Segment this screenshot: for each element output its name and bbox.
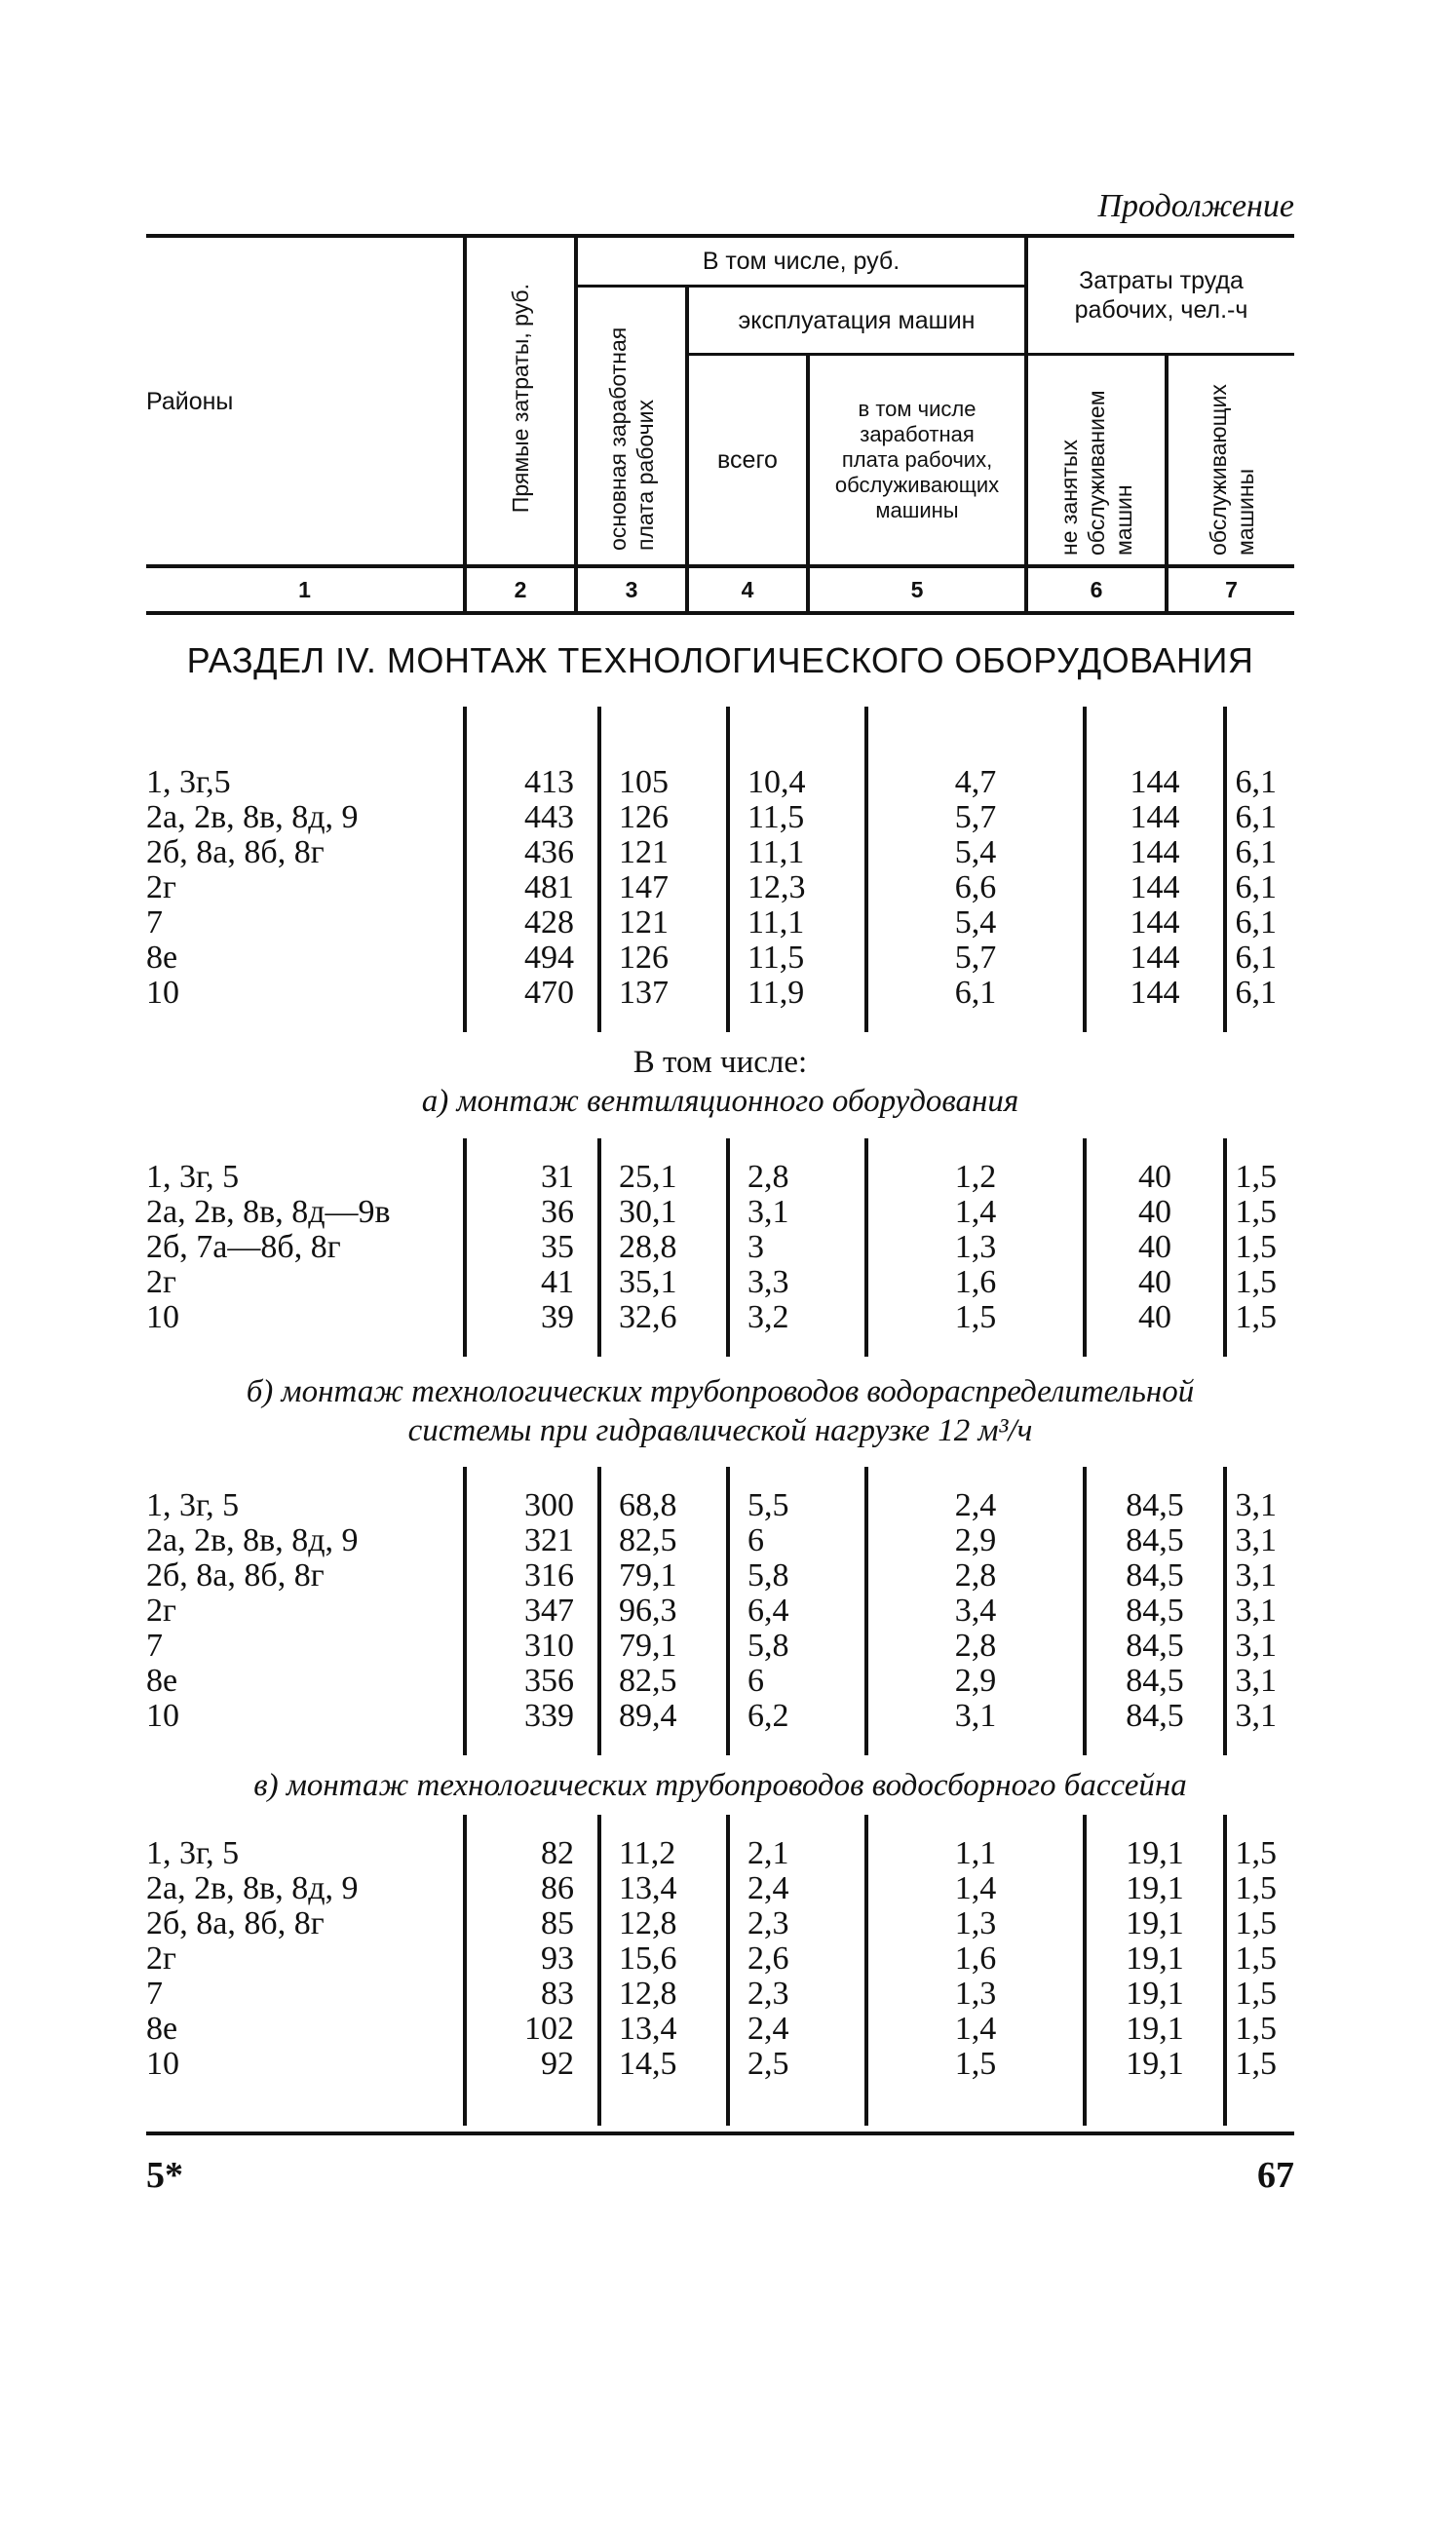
table-row (146, 2012, 1294, 2047)
cell-labor-not-machines: 19,1 (1085, 2047, 1225, 2082)
cell-machines-total: 2,3 (728, 1906, 866, 1941)
cell-direct-costs: 85 (465, 1906, 599, 1941)
cell-wages: 25,1 (599, 1160, 728, 1195)
table-row (146, 1265, 1294, 1300)
cell-labor-machines: 1,5 (1225, 1230, 1294, 1265)
cell-wages: 147 (599, 870, 728, 905)
cell-labor-not-machines: 19,1 (1085, 1941, 1225, 1977)
cell-labor-not-machines: 19,1 (1085, 2012, 1225, 2047)
cell-labor-not-machines: 40 (1085, 1300, 1225, 1335)
cell-machine-wages: 2,9 (866, 1664, 1085, 1699)
table-header (146, 234, 1294, 615)
cell-labor-not-machines: 40 (1085, 1230, 1225, 1265)
cell-labor-machines: 3,1 (1225, 1488, 1294, 1523)
cell-labor-machines: 1,5 (1225, 1300, 1294, 1335)
table-row (146, 1699, 1294, 1734)
table-row (146, 1488, 1294, 1523)
cell-region: 8е (146, 940, 178, 976)
cell-machines-total: 6 (728, 1523, 866, 1558)
header-col-labor-not-machines: не занятых обслуживанием машин (1026, 355, 1167, 567)
cell-labor-machines: 1,5 (1225, 1836, 1294, 1871)
cell-labor-not-machines: 84,5 (1085, 1699, 1225, 1734)
cell-machine-wages: 2,8 (866, 1629, 1085, 1664)
cell-machines-total: 11,9 (728, 976, 866, 1011)
cell-direct-costs: 339 (465, 1699, 599, 1734)
cell-region: 2а, 2в, 8в, 8д, 9 (146, 799, 359, 835)
cell-machine-wages: 1,5 (866, 2047, 1085, 2082)
cell-machines-total: 11,1 (728, 905, 866, 941)
cell-machine-wages: 1,6 (866, 1265, 1085, 1300)
cell-machines-total: 2,8 (728, 1160, 866, 1195)
table-row (146, 1300, 1294, 1335)
cell-machine-wages: 1,3 (866, 1230, 1085, 1265)
cell-direct-costs: 356 (465, 1664, 599, 1699)
cell-wages: 79,1 (599, 1558, 728, 1594)
cell-wages: 105 (599, 765, 728, 800)
cell-labor-not-machines: 40 (1085, 1160, 1225, 1195)
cell-machines-total: 5,8 (728, 1558, 866, 1594)
cell-machines-total: 10,4 (728, 765, 866, 800)
cell-machines-total: 3,2 (728, 1300, 866, 1335)
cell-labor-not-machines: 84,5 (1085, 1664, 1225, 1699)
continuation-label: Продолжение (1097, 188, 1294, 224)
header-column-numbers: 1 2 3 4 5 6 7 (146, 566, 1294, 613)
cell-wages: 12,8 (599, 1906, 728, 1941)
table-bottom-rule (146, 2132, 1294, 2135)
table-row (146, 1977, 1294, 2012)
cell-region: 2б, 7а—8б, 8г (146, 1229, 341, 1265)
cell-labor-machines: 3,1 (1225, 1523, 1294, 1558)
header-group-cost: В том числе, руб. (576, 236, 1026, 287)
cell-direct-costs: 494 (465, 941, 599, 976)
cell-machine-wages: 1,4 (866, 1195, 1085, 1230)
cell-direct-costs: 39 (465, 1300, 599, 1335)
signature-mark: 5* (146, 2155, 183, 2196)
table-row (146, 835, 1294, 870)
table-row (146, 905, 1294, 941)
cell-wages: 79,1 (599, 1629, 728, 1664)
cell-wages: 89,4 (599, 1699, 728, 1734)
page-number: 67 (1257, 2155, 1294, 2196)
cell-labor-not-machines: 84,5 (1085, 1488, 1225, 1523)
cell-labor-machines: 3,1 (1225, 1558, 1294, 1594)
cell-region: 7 (146, 1628, 163, 1664)
cell-region: 1, 3г, 5 (146, 1835, 240, 1871)
cell-labor-machines: 3,1 (1225, 1699, 1294, 1734)
cell-machine-wages: 3,1 (866, 1699, 1085, 1734)
cell-machines-total: 11,5 (728, 941, 866, 976)
cell-wages: 82,5 (599, 1664, 728, 1699)
cell-wages: 28,8 (599, 1230, 728, 1265)
cell-region: 2а, 2в, 8в, 8д, 9 (146, 1522, 359, 1558)
cell-labor-machines: 6,1 (1225, 905, 1294, 941)
cell-machine-wages: 1,6 (866, 1941, 1085, 1977)
table-row (146, 1941, 1294, 1977)
cell-machines-total: 2,6 (728, 1941, 866, 1977)
header-col-labor-machines: обслуживающих машины (1167, 355, 1294, 567)
cell-direct-costs: 347 (465, 1594, 599, 1629)
cell-machines-total: 6,2 (728, 1699, 866, 1734)
cell-region: 10 (146, 1698, 179, 1734)
cell-labor-not-machines: 40 (1085, 1195, 1225, 1230)
cell-machines-total: 3,1 (728, 1195, 866, 1230)
table-row (146, 1629, 1294, 1664)
cell-labor-not-machines: 144 (1085, 800, 1225, 835)
cell-direct-costs: 300 (465, 1488, 599, 1523)
cell-labor-machines: 6,1 (1225, 800, 1294, 835)
cell-machine-wages: 1,5 (866, 1300, 1085, 1335)
cell-machine-wages: 1,3 (866, 1906, 1085, 1941)
cell-region: 2б, 8а, 8б, 8г (146, 834, 325, 870)
cell-labor-not-machines: 40 (1085, 1265, 1225, 1300)
cell-machines-total: 5,8 (728, 1629, 866, 1664)
cell-labor-machines: 1,5 (1225, 1977, 1294, 2012)
cell-labor-machines: 6,1 (1225, 976, 1294, 1011)
cell-labor-not-machines: 84,5 (1085, 1558, 1225, 1594)
cell-machine-wages: 5,7 (866, 941, 1085, 976)
table-row (146, 1230, 1294, 1265)
cell-labor-not-machines: 144 (1085, 835, 1225, 870)
table-row (146, 1160, 1294, 1195)
cell-labor-machines: 1,5 (1225, 2012, 1294, 2047)
cell-region: 10 (146, 975, 179, 1011)
cell-wages: 137 (599, 976, 728, 1011)
cell-region: 2г (146, 1940, 176, 1977)
subsection-b-title-line2: системы при гидравлической нагрузке 12 м³/ч (407, 1413, 1033, 1448)
cell-wages: 32,6 (599, 1300, 728, 1335)
table-row (146, 976, 1294, 1011)
header-group-machines: эксплуатация машин (687, 287, 1026, 355)
cell-region: 2г (146, 869, 176, 905)
header-col-total: всего (687, 355, 808, 567)
cell-labor-machines: 1,5 (1225, 1195, 1294, 1230)
cell-direct-costs: 83 (465, 1977, 599, 2012)
cell-wages: 12,8 (599, 1977, 728, 2012)
cell-machine-wages: 3,4 (866, 1594, 1085, 1629)
cell-region: 10 (146, 1299, 179, 1335)
cell-direct-costs: 102 (465, 2012, 599, 2047)
cell-labor-machines: 1,5 (1225, 1941, 1294, 1977)
cell-labor-not-machines: 84,5 (1085, 1629, 1225, 1664)
cell-machines-total: 3,3 (728, 1265, 866, 1300)
cell-labor-machines: 3,1 (1225, 1664, 1294, 1699)
cell-labor-not-machines: 19,1 (1085, 1906, 1225, 1941)
header-group-labor: Затраты труда рабочих, чел.-ч (1026, 236, 1294, 355)
table-row (146, 1523, 1294, 1558)
cell-machines-total: 5,5 (728, 1488, 866, 1523)
cell-wages: 35,1 (599, 1265, 728, 1300)
cell-wages: 68,8 (599, 1488, 728, 1523)
cell-machines-total: 11,5 (728, 800, 866, 835)
cell-labor-not-machines: 144 (1085, 941, 1225, 976)
cell-machines-total: 11,1 (728, 835, 866, 870)
cell-labor-machines: 1,5 (1225, 1871, 1294, 1906)
cell-labor-not-machines: 144 (1085, 976, 1225, 1011)
table-row (146, 1558, 1294, 1594)
cell-wages: 14,5 (599, 2047, 728, 2082)
cell-labor-machines: 3,1 (1225, 1594, 1294, 1629)
cell-machine-wages: 2,4 (866, 1488, 1085, 1523)
cell-machine-wages: 5,7 (866, 800, 1085, 835)
cell-labor-not-machines: 19,1 (1085, 1836, 1225, 1871)
cell-region: 2а, 2в, 8в, 8д—9в (146, 1194, 391, 1230)
cell-region: 2б, 8а, 8б, 8г (146, 1905, 325, 1941)
cell-region: 2г (146, 1593, 176, 1629)
cell-direct-costs: 310 (465, 1629, 599, 1664)
cell-labor-not-machines: 19,1 (1085, 1977, 1225, 2012)
cell-region: 1, 3г, 5 (146, 1487, 240, 1523)
cell-wages: 15,6 (599, 1941, 728, 1977)
cell-machine-wages: 4,7 (866, 765, 1085, 800)
cell-machine-wages: 1,4 (866, 1871, 1085, 1906)
header-col-regions: Районы (146, 387, 234, 415)
cell-wages: 126 (599, 800, 728, 835)
table-row (146, 1594, 1294, 1629)
cell-direct-costs: 93 (465, 1941, 599, 1977)
including-label: В том числе: (632, 1045, 808, 1080)
cell-labor-machines: 3,1 (1225, 1629, 1294, 1664)
cell-direct-costs: 321 (465, 1523, 599, 1558)
cell-machines-total: 3 (728, 1230, 866, 1265)
table-row (146, 800, 1294, 835)
table-row (146, 2047, 1294, 2082)
header-col-wages: основная заработная плата рабочих (576, 287, 687, 567)
table-main (146, 707, 1294, 1032)
cell-machine-wages: 1,3 (866, 1977, 1085, 2012)
cell-machines-total: 2,1 (728, 1836, 866, 1871)
table-row (146, 941, 1294, 976)
cell-region: 8е (146, 1663, 178, 1699)
cell-direct-costs: 428 (465, 905, 599, 941)
table-sub-b (146, 1467, 1294, 1755)
cell-machines-total: 2,3 (728, 1977, 866, 2012)
cell-direct-costs: 31 (465, 1160, 599, 1195)
table-sub-c (146, 1815, 1294, 2126)
cell-labor-machines: 6,1 (1225, 765, 1294, 800)
cell-region: 2а, 2в, 8в, 8д, 9 (146, 1870, 359, 1906)
cell-labor-not-machines: 84,5 (1085, 1523, 1225, 1558)
header-col-machine-wages: в том числе заработная плата рабочих, обслуживающих машины (808, 355, 1026, 567)
table-row (146, 1195, 1294, 1230)
table-row (146, 1664, 1294, 1699)
cell-wages: 96,3 (599, 1594, 728, 1629)
cell-machine-wages: 1,2 (866, 1160, 1085, 1195)
cell-machines-total: 6 (728, 1664, 866, 1699)
cell-machine-wages: 2,8 (866, 1558, 1085, 1594)
cell-labor-not-machines: 144 (1085, 765, 1225, 800)
subsection-b-title-line1: б) монтаж технологических трубопроводов водораспределительной (246, 1374, 1195, 1409)
cell-region: 8е (146, 2011, 178, 2047)
table-row (146, 1906, 1294, 1941)
cell-wages: 13,4 (599, 1871, 728, 1906)
cell-wages: 11,2 (599, 1836, 728, 1871)
cell-direct-costs: 481 (465, 870, 599, 905)
cell-machine-wages: 1,4 (866, 2012, 1085, 2047)
cell-machine-wages: 6,6 (866, 870, 1085, 905)
cell-region: 2г (146, 1264, 176, 1300)
cell-direct-costs: 86 (465, 1871, 599, 1906)
cell-machine-wages: 5,4 (866, 835, 1085, 870)
cell-direct-costs: 436 (465, 835, 599, 870)
cell-region: 1, 3г, 5 (146, 1159, 240, 1195)
cell-direct-costs: 36 (465, 1195, 599, 1230)
cell-region: 1, 3г,5 (146, 764, 231, 800)
cell-direct-costs: 41 (465, 1265, 599, 1300)
table-row (146, 765, 1294, 800)
section-title: РАЗДЕЛ IV. МОНТАЖ ТЕХНОЛОГИЧЕСКОГО ОБОРУДОВАНИЯ (186, 640, 1254, 680)
cell-machine-wages: 5,4 (866, 905, 1085, 941)
table-row (146, 1871, 1294, 1906)
cell-machines-total: 2,4 (728, 2012, 866, 2047)
subsection-c-title: в) монтаж технологических трубопроводов водосборного бассейна (253, 1768, 1187, 1803)
cell-machines-total: 2,5 (728, 2047, 866, 2082)
cell-wages: 121 (599, 835, 728, 870)
cell-wages: 121 (599, 905, 728, 941)
cell-machine-wages: 1,1 (866, 1836, 1085, 1871)
cell-wages: 82,5 (599, 1523, 728, 1558)
cell-labor-machines: 1,5 (1225, 1906, 1294, 1941)
cell-machines-total: 12,3 (728, 870, 866, 905)
cell-labor-not-machines: 144 (1085, 905, 1225, 941)
table-row (146, 870, 1294, 905)
cell-labor-not-machines: 144 (1085, 870, 1225, 905)
cell-labor-machines: 1,5 (1225, 1265, 1294, 1300)
cell-machine-wages: 2,9 (866, 1523, 1085, 1558)
cell-labor-machines: 1,5 (1225, 2047, 1294, 2082)
cell-wages: 30,1 (599, 1195, 728, 1230)
cell-region: 2б, 8а, 8б, 8г (146, 1557, 325, 1594)
table-sub-a (146, 1138, 1294, 1357)
cell-labor-machines: 6,1 (1225, 835, 1294, 870)
cell-direct-costs: 443 (465, 800, 599, 835)
cell-region: 7 (146, 1976, 163, 2012)
cell-direct-costs: 35 (465, 1230, 599, 1265)
cell-labor-machines: 6,1 (1225, 870, 1294, 905)
cell-labor-not-machines: 19,1 (1085, 1871, 1225, 1906)
cell-labor-not-machines: 84,5 (1085, 1594, 1225, 1629)
cell-wages: 126 (599, 941, 728, 976)
cell-machine-wages: 6,1 (866, 976, 1085, 1011)
cell-direct-costs: 316 (465, 1558, 599, 1594)
cell-machines-total: 2,4 (728, 1871, 866, 1906)
cell-direct-costs: 470 (465, 976, 599, 1011)
subsection-a-title: а) монтаж вентиляционного оборудования (421, 1084, 1019, 1119)
cell-direct-costs: 92 (465, 2047, 599, 2082)
cell-wages: 13,4 (599, 2012, 728, 2047)
table-row (146, 1836, 1294, 1871)
cell-region: 7 (146, 904, 163, 941)
cell-machines-total: 6,4 (728, 1594, 866, 1629)
cell-direct-costs: 413 (465, 765, 599, 800)
cell-direct-costs: 82 (465, 1836, 599, 1871)
cell-labor-machines: 6,1 (1225, 941, 1294, 976)
header-col-direct-costs: Прямые затраты, руб. (465, 236, 576, 566)
cell-region: 10 (146, 2046, 179, 2082)
cell-labor-machines: 1,5 (1225, 1160, 1294, 1195)
